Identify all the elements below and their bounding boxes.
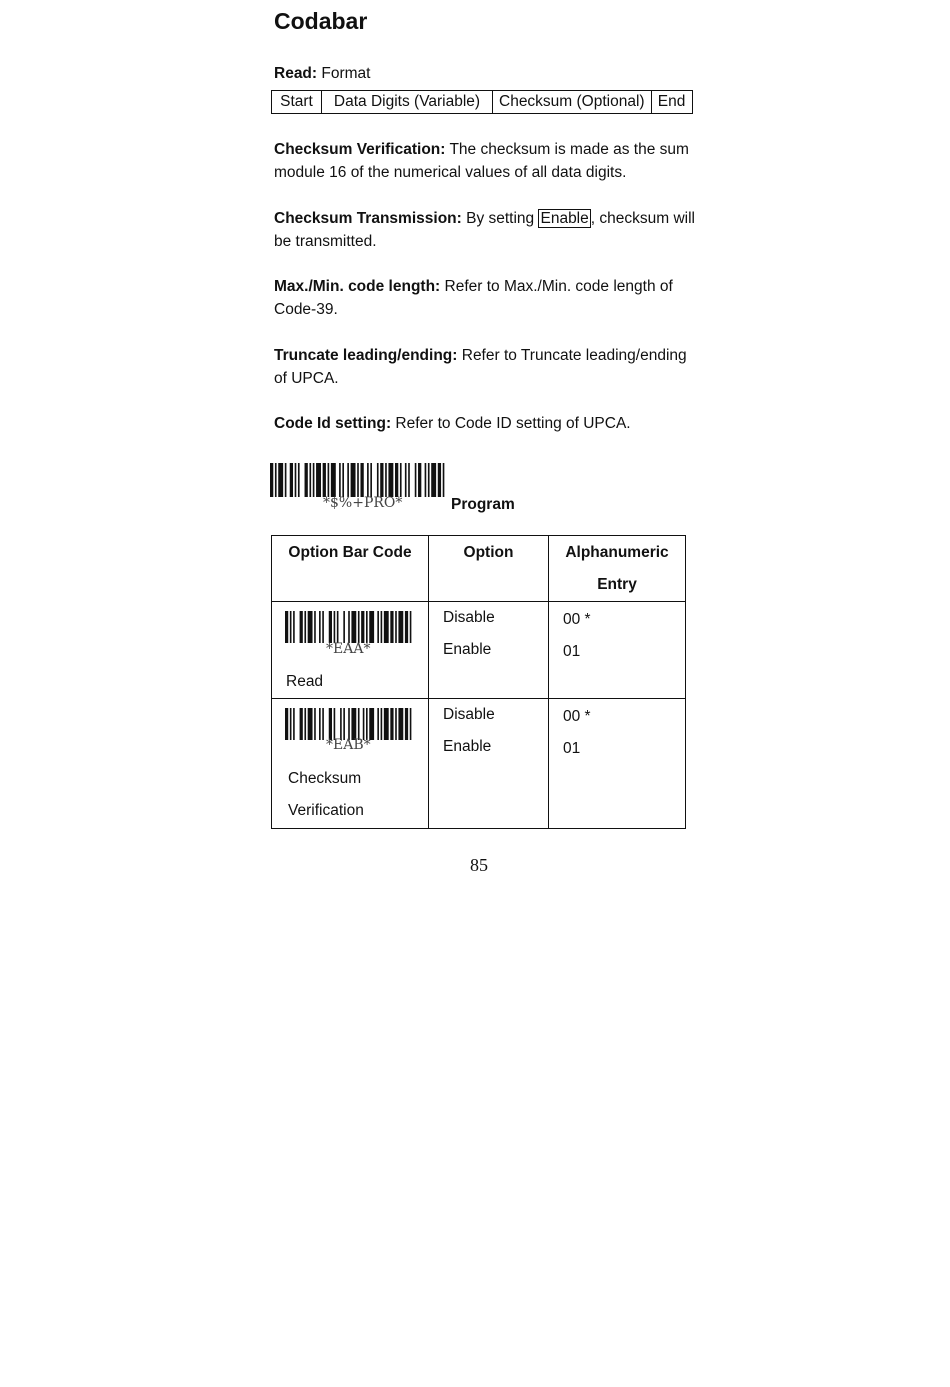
barcode-bar xyxy=(405,708,408,740)
program-label: Program xyxy=(451,496,515,513)
barcode-bar xyxy=(300,611,303,643)
barcode-bar xyxy=(270,463,273,497)
barcode-bar xyxy=(366,708,368,740)
barcode-bar xyxy=(395,463,398,497)
barcode-bar xyxy=(377,708,379,740)
barcode-bar xyxy=(323,463,326,497)
read-options-cell xyxy=(429,602,549,699)
barcode-bar xyxy=(443,463,445,497)
barcode-bar xyxy=(347,463,349,497)
barcode-bar xyxy=(322,708,324,740)
barcode-bar xyxy=(337,611,339,643)
barcode-bar xyxy=(370,463,372,497)
checksum-verification-label: Checksum Verification: xyxy=(274,141,446,158)
barcode-bar xyxy=(361,611,364,643)
checksum-verification-paragraph xyxy=(274,138,699,184)
barcode-bar xyxy=(328,463,330,497)
barcode-bar xyxy=(313,463,315,497)
barcode-bar xyxy=(380,463,383,497)
barcode-bar xyxy=(366,611,368,643)
truncate-label: Truncate leading/ending: xyxy=(274,347,458,364)
barcode-bar xyxy=(304,708,306,740)
header-option-text: Option xyxy=(463,544,514,561)
barcode-bar xyxy=(314,708,316,740)
read-entry-enable: 01 xyxy=(563,643,581,660)
barcode-bar xyxy=(410,708,412,740)
read-row-name: Read xyxy=(286,673,324,690)
barcode-bar xyxy=(400,463,402,497)
barcode-bar xyxy=(351,708,356,740)
read-format-line xyxy=(274,62,694,85)
barcode-bar xyxy=(342,463,344,497)
checksum-options-cell xyxy=(429,699,549,829)
barcode-bar xyxy=(358,611,360,643)
barcode-bar xyxy=(358,708,360,740)
barcode-bar xyxy=(314,611,316,643)
page-title: Codabar xyxy=(274,8,368,34)
barcode-bar xyxy=(384,611,389,643)
page-number: 85 xyxy=(470,855,488,875)
barcode-bar xyxy=(343,611,345,643)
header-alphanumeric-entry xyxy=(549,536,686,602)
barcode-bar xyxy=(316,463,321,497)
barcode-bar xyxy=(293,708,295,740)
header-alphanumeric-line2: Entry xyxy=(597,576,637,593)
barcode-bar xyxy=(395,708,397,740)
checksum-transmission-text-after: , checksum will be transmitted. xyxy=(274,210,695,250)
barcode-bar xyxy=(410,611,412,643)
table-row xyxy=(272,699,686,829)
barcode-bar xyxy=(351,463,356,497)
read-entry-disable: 00 * xyxy=(563,611,591,628)
checksum-barcode-cell xyxy=(272,699,429,829)
checksum-barcode-wrap xyxy=(272,699,428,763)
read-option-disable: Disable xyxy=(443,609,495,626)
barcode-bar xyxy=(331,463,336,497)
read-text: Format xyxy=(317,65,371,82)
truncate-paragraph xyxy=(274,344,694,390)
max-min-text: Refer to Max./Min. code length of Code-39. xyxy=(274,278,673,318)
barcode-bar xyxy=(357,463,359,497)
barcode-bar xyxy=(295,463,297,497)
checksum-barcode-caption: *EAB* xyxy=(326,737,371,753)
barcode-bar xyxy=(398,611,403,643)
barcode-bar xyxy=(334,708,336,740)
barcode-bar xyxy=(367,463,369,497)
barcode-bar xyxy=(290,463,293,497)
barcode-bar xyxy=(431,463,436,497)
barcode-bar xyxy=(395,611,397,643)
barcode-bar xyxy=(285,708,288,740)
barcode-bar xyxy=(348,611,350,643)
checksum-option-disable: Disable xyxy=(443,706,495,723)
barcode-bar xyxy=(390,611,393,643)
barcode-bar xyxy=(425,463,427,497)
code-id-paragraph xyxy=(274,412,694,435)
checksum-option-enable: Enable xyxy=(443,738,492,755)
options-table xyxy=(271,535,686,829)
barcode-bar xyxy=(405,463,407,497)
code-id-text: Refer to Code ID setting of UPCA. xyxy=(391,415,631,432)
barcode-bar xyxy=(278,463,283,497)
header-option-bar-code xyxy=(272,536,429,602)
format-end-cell: End xyxy=(651,91,692,114)
checksum-row-name-line1: Checksum xyxy=(288,770,362,787)
checksum-entry-disable: 00 * xyxy=(563,708,591,725)
barcode-bar xyxy=(293,611,295,643)
format-data-digits-cell: Data Digits (Variable) xyxy=(322,91,493,114)
barcode-bar xyxy=(275,463,277,497)
barcode-bar xyxy=(329,611,332,643)
program-barcode-block xyxy=(270,463,446,511)
read-label: Read: xyxy=(274,65,318,82)
barcode-bar xyxy=(381,611,383,643)
barcode-bar xyxy=(322,611,324,643)
table-row xyxy=(272,602,686,699)
barcode-bar xyxy=(304,611,306,643)
barcode-bar xyxy=(319,611,321,643)
barcode-bar xyxy=(329,708,332,740)
checksum-verification-barcode xyxy=(285,708,413,740)
code-id-label: Code Id setting: xyxy=(274,415,392,432)
program-barcode-caption: *$%+PRO* xyxy=(323,495,403,511)
barcode-bar xyxy=(298,463,300,497)
checksum-transmission-label: Checksum Transmission: xyxy=(274,210,462,227)
options-table-header-row xyxy=(272,536,686,602)
barcode-bar xyxy=(339,463,341,497)
barcode-bar xyxy=(388,463,393,497)
barcode-bar xyxy=(334,611,336,643)
format-table xyxy=(271,90,693,114)
barcode-bar xyxy=(408,463,410,497)
checksum-entries-cell xyxy=(549,699,686,829)
barcode-bar xyxy=(405,611,408,643)
barcode-bar xyxy=(290,611,292,643)
checksum-transmission-text-before: By setting xyxy=(461,210,539,227)
barcode-bar xyxy=(351,611,356,643)
barcode-bar xyxy=(285,463,287,497)
barcode-bar xyxy=(360,463,363,497)
read-option-enable: Enable xyxy=(443,641,492,658)
read-barcode-cell xyxy=(272,602,429,699)
barcode-bar xyxy=(308,708,313,740)
checksum-entry-enable: 01 xyxy=(563,740,581,757)
barcode-bar xyxy=(381,708,383,740)
barcode-bar xyxy=(309,463,311,497)
checksum-verification-text: The checksum is made as the sum module 16 of the numerical values of all data digits. xyxy=(274,141,689,181)
program-barcode xyxy=(270,463,446,497)
checksum-row-name-line2: Verification xyxy=(288,802,364,819)
barcode-bar xyxy=(305,463,308,497)
format-start-cell: Start xyxy=(272,91,322,114)
barcode-bar xyxy=(369,611,374,643)
header-option-bar-code-text: Option Bar Code xyxy=(288,544,412,561)
header-option xyxy=(429,536,549,602)
read-barcode-caption: *EAA* xyxy=(326,641,371,657)
read-entries-cell xyxy=(549,602,686,699)
header-alphanumeric-line1: Alphanumeric xyxy=(565,544,669,561)
barcode-bar xyxy=(415,463,417,497)
barcode-bar xyxy=(308,611,313,643)
barcode-bar xyxy=(363,708,365,740)
barcode-bar xyxy=(377,611,379,643)
barcode-bar xyxy=(428,463,430,497)
barcode-bar xyxy=(369,708,374,740)
max-min-paragraph xyxy=(274,275,684,321)
format-checksum-cell: Checksum (Optional) xyxy=(493,91,652,114)
barcode-bar xyxy=(348,708,350,740)
barcode-bar xyxy=(438,463,441,497)
enable-boxed-term: Enable xyxy=(540,210,589,227)
truncate-text: Refer to Truncate leading/ending of UPCA. xyxy=(274,347,687,387)
barcode-bar xyxy=(377,463,379,497)
barcode-bar xyxy=(384,708,389,740)
barcode-bar xyxy=(290,708,292,740)
barcode-bar xyxy=(343,708,345,740)
read-barcode-wrap xyxy=(272,602,428,666)
format-row xyxy=(272,91,693,114)
checksum-transmission-paragraph xyxy=(274,207,699,253)
barcode-bar xyxy=(340,708,342,740)
barcode-bar xyxy=(385,463,387,497)
barcode-bar xyxy=(300,708,303,740)
barcode-bar xyxy=(390,708,393,740)
read-barcode xyxy=(285,611,413,643)
barcode-bar xyxy=(285,611,288,643)
barcode-bar xyxy=(398,708,403,740)
barcode-bar xyxy=(418,463,421,497)
barcode-bar xyxy=(319,708,321,740)
max-min-label: Max./Min. code length: xyxy=(274,278,441,295)
